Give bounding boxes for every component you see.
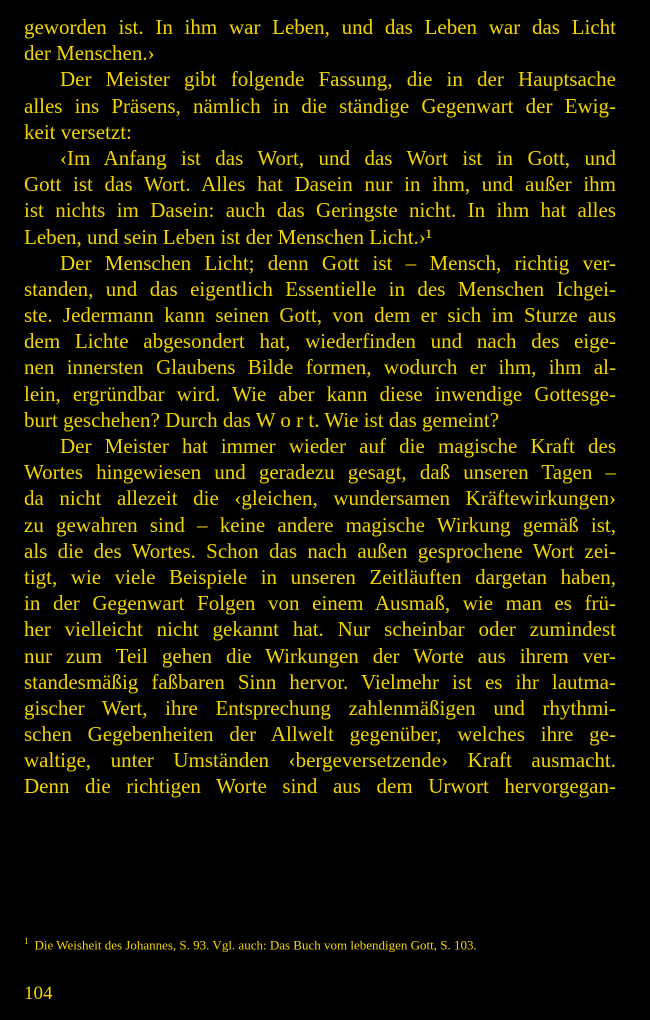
text-line: in der Gegenwart Folgen von einem Ausmaß, wie man es frü- <box>24 591 616 616</box>
text-line: lein, ergründbar wird. Wie aber kann diese inwendige Gottesge- <box>24 381 616 406</box>
text-line: Wortes hingewiesen und geradezu gesagt, daß unseren Tagen – <box>24 460 616 485</box>
body-text <box>24 14 616 800</box>
text-line: ‹Im Anfang ist das Wort, und das Wort ist in Gott, und <box>60 145 616 170</box>
page-number: 104 <box>24 983 53 1004</box>
text-line: Der Meister hat immer wieder auf die magische Kraft des <box>60 434 616 458</box>
text-line: Der Meister gibt folgende Fassung, die in der Hauptsache <box>60 67 616 92</box>
text-line: als die des Wortes. Schon das nach außen gesprochene Wort zei- <box>24 538 616 563</box>
text-line: tigt, wie viele Beispiele in unseren Zeitläuften dargetan haben, <box>24 564 616 589</box>
text-line: Leben, und sein Leben ist der Menschen Licht.›¹ <box>24 224 433 249</box>
text-line: gischer Wert, ihre Entsprechung zahlenmäßigen und rhythmi- <box>24 695 616 720</box>
text-line: standen, und das eigentlich Essentielle in des Menschen Ichgei- <box>24 276 616 301</box>
text-line: alles ins Präsens, nämlich in die ständige Gegenwart der Ewig- <box>24 93 616 118</box>
footnote-marker: 1 <box>24 936 29 946</box>
text-line: ste. Jedermann kann seinen Gott, von dem er sich im Sturze aus <box>24 303 616 328</box>
text-line: da nicht allezeit die ‹gleichen, wundersamen Kräftewirkungen› <box>24 486 616 511</box>
text-line: der Menschen.› <box>24 41 155 66</box>
text-line: nen innersten Glaubens Bilde formen, wodurch er ihm, ihm al- <box>24 355 616 380</box>
text-line: Denn die richtigen Worte sind aus dem Urwort hervorgegan- <box>24 774 616 799</box>
text-line: burt geschehen? Durch das W o r t. Wie ist das gemeint? <box>24 407 500 432</box>
text-line: Gott ist das Wort. Alles hat Dasein nur in ihm, und außer ihm <box>24 172 616 197</box>
text-line: geworden ist. In ihm war Leben, und das Leben war das Licht <box>24 15 616 39</box>
text-line: zu gewahren sind – keine andere magische Wirkung gemäß ist, <box>24 512 616 537</box>
text-line: schen Gegebenheiten der Allwelt gegenüber, welches ihre ge- <box>24 722 616 747</box>
text-line: Der Menschen Licht; denn Gott ist – Mensch, richtig ver- <box>60 250 616 275</box>
text-line: dem Lichte abgesondert hat, wiederfinden und nach des eige- <box>24 329 616 354</box>
footnote-text: Die Weisheit des Johannes, S. 93. Vgl. auch: Das Buch vom lebendigen Gott, S. 103. <box>34 937 477 953</box>
text-line: standesmäßig faßbaren Sinn hervor. Vielmehr ist es ihr lautma- <box>24 669 616 694</box>
text-line: ist nichts im Dasein: auch das Geringste nicht. In ihm hat alles <box>24 198 616 223</box>
text-line: keit versetzt: <box>24 119 132 144</box>
text-line: nur zum Teil gehen die Wirkungen der Worte aus ihrem ver- <box>24 643 616 668</box>
text-line: her vielleicht nicht gekannt hat. Nur scheinbar oder zumindest <box>24 617 616 642</box>
text-line: waltige, unter Umständen ‹bergeversetzende› Kraft ausmacht. <box>24 748 616 773</box>
footnote <box>24 932 616 954</box>
